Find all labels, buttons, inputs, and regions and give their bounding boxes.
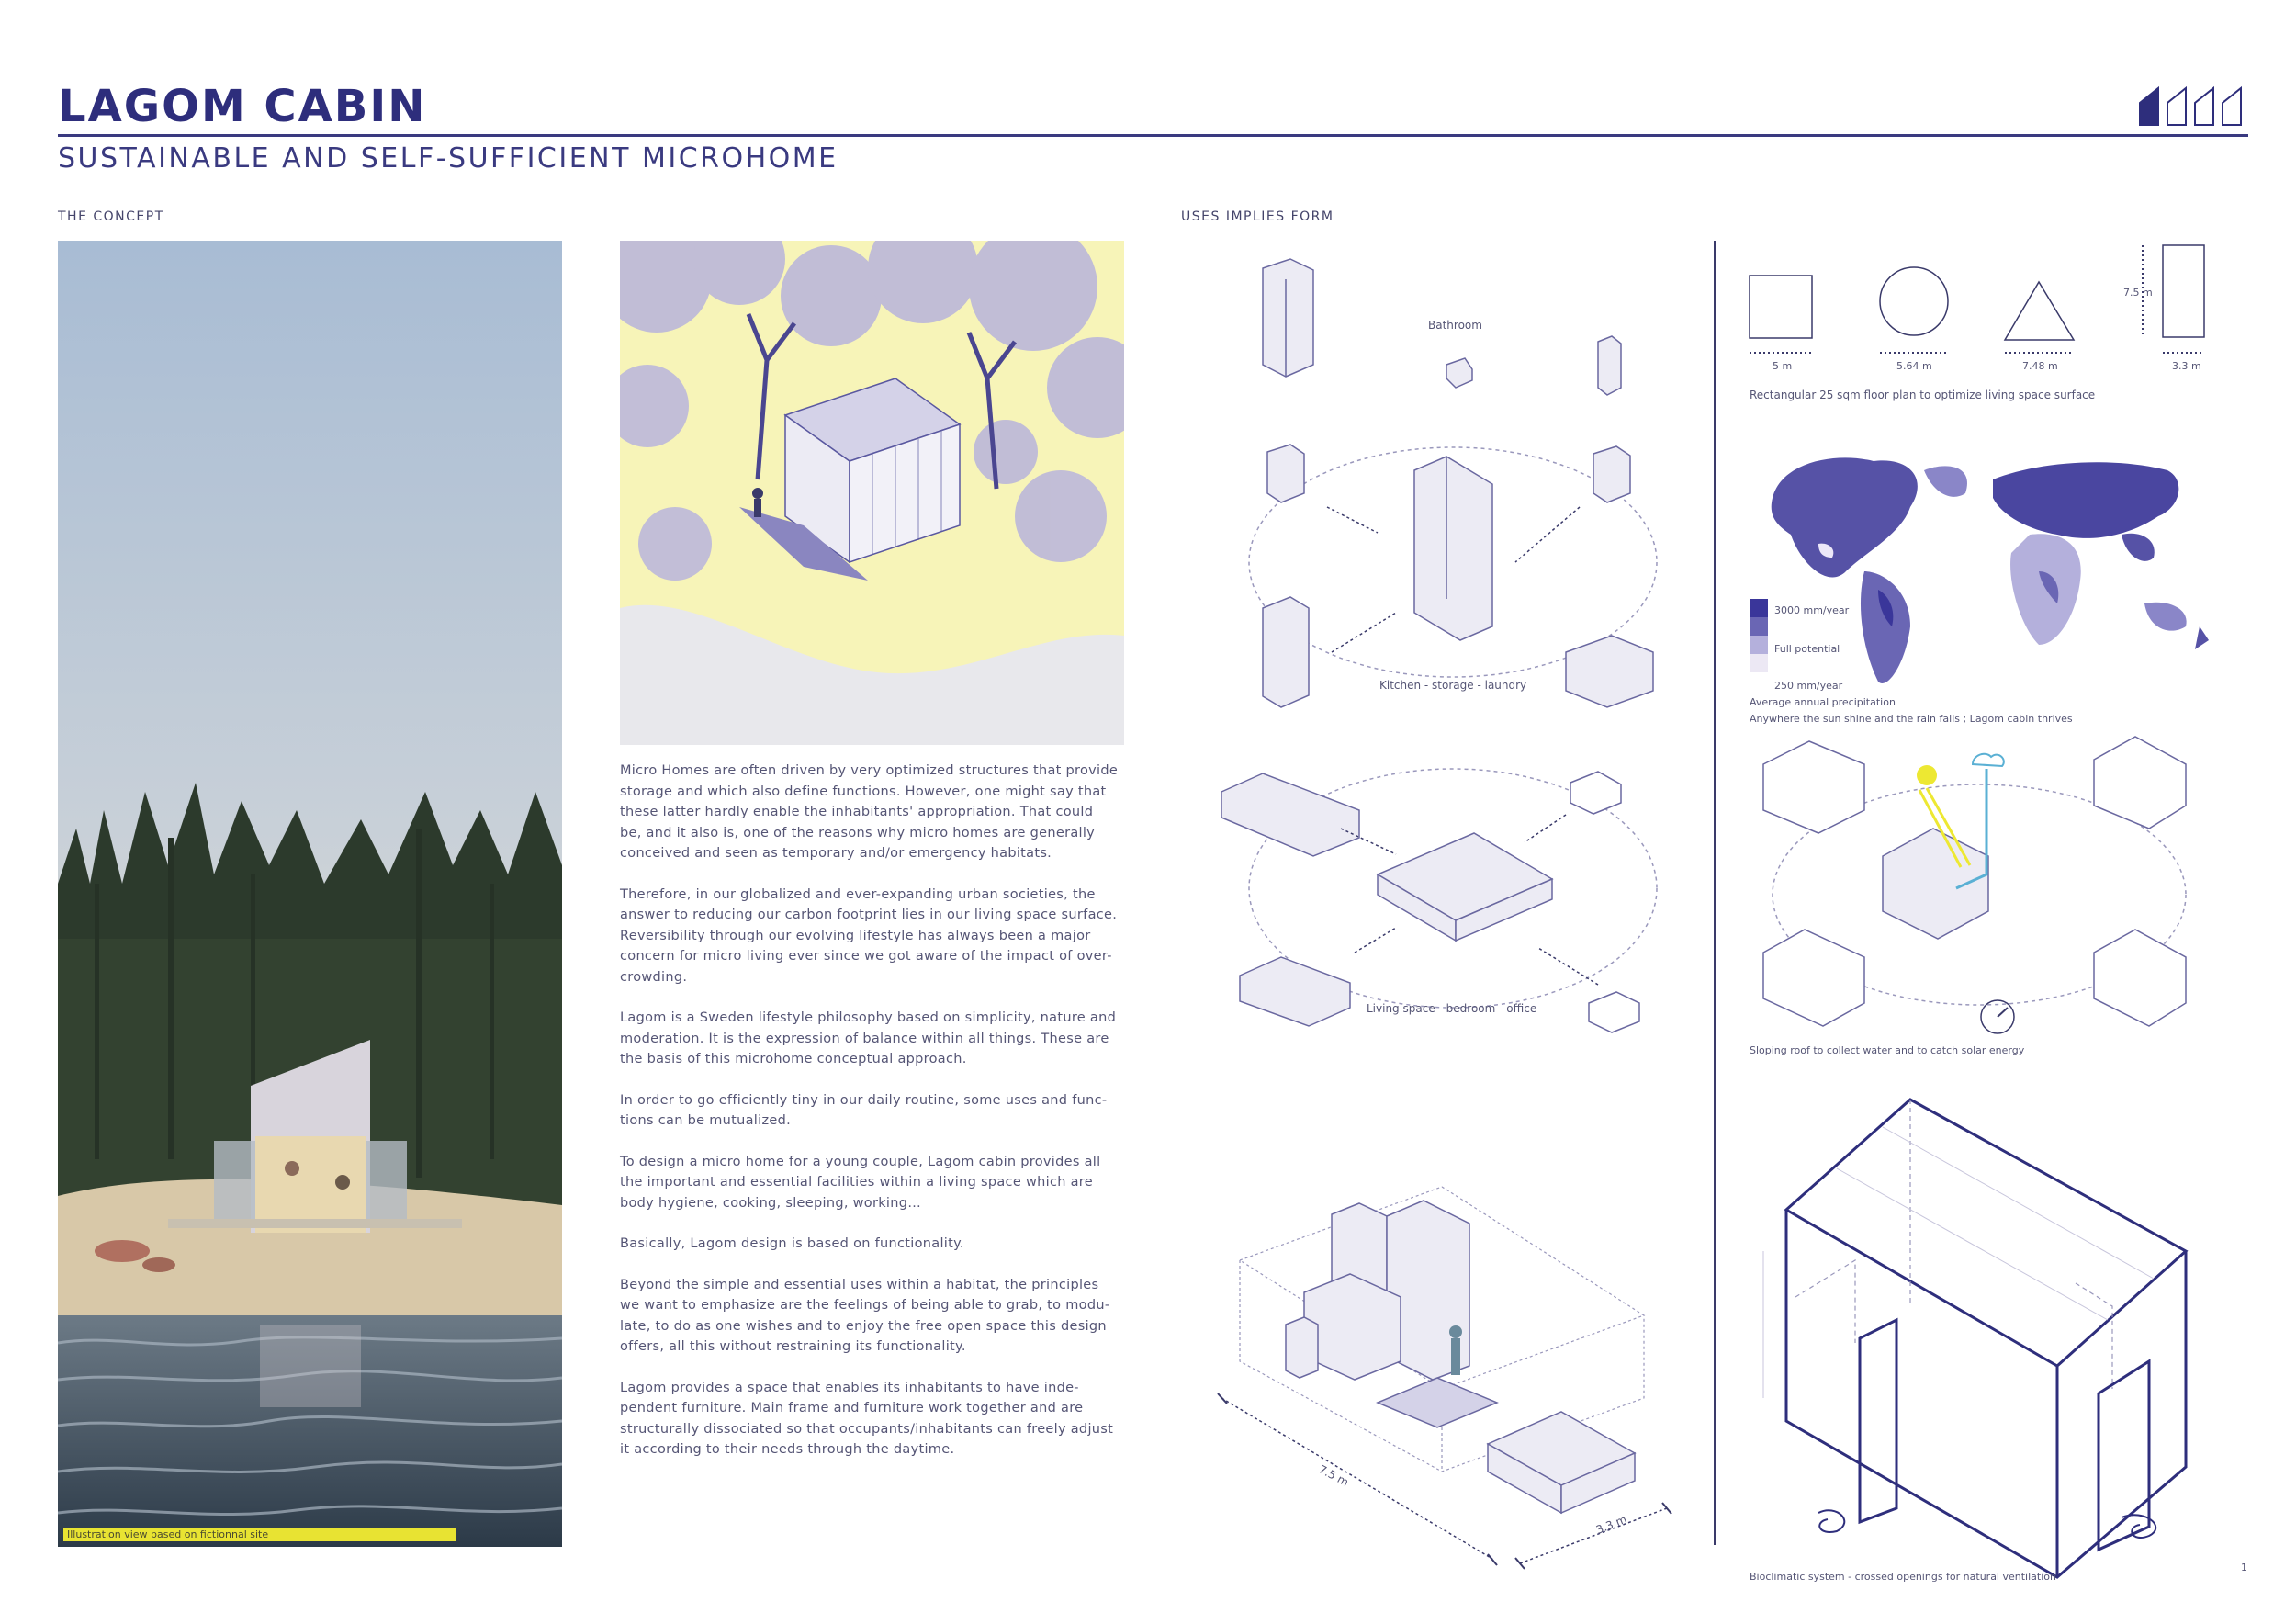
illustration-drawing (620, 241, 1124, 745)
rect-width-dim: 3.3 m (2172, 360, 2201, 372)
square-dim: 5 m (1773, 360, 1793, 372)
photo-caption: Illustration view based on fictionnal site (63, 1528, 456, 1541)
body-paragraph: Therefore, in our globalized and ever-expanding urban societies, the answer to reducing our carbon footprint lies in our living space surface. Reversibility through our evolving lifestyle has always been a major concern for micro living ever since we got aware of the impact of over- crowding. (620, 886, 1118, 985)
bathroom-label: Bathroom (1428, 319, 1482, 332)
column-divider (1714, 241, 1716, 1545)
roof-caption: Sloping roof to collect water and to catch solar energy (1750, 1044, 2025, 1056)
uses-diagrams (1212, 241, 1699, 1582)
legend-mid: Full potential (1774, 643, 1840, 655)
cabin-forest-illustration (620, 241, 1124, 745)
rect-height-dim: 7.5 m (2123, 287, 2153, 299)
bioclimatic-caption: Bioclimatic system - crossed openings for natural ventilation (1750, 1571, 2056, 1582)
site-illustration-photo (58, 241, 562, 1547)
concept-body-text (620, 761, 1134, 1481)
dimension-width: 3.3 m (1593, 1512, 1629, 1537)
header-rule (58, 134, 2248, 137)
dimension-length: 7.5 m (1316, 1462, 1351, 1489)
body-paragraph: Lagom provides a space that enables its inhabitants to have inde- pendent furniture. Main frame and furniture work together and are structurally dissociated so that occupants/inhabitants can freely adjust it according to their needs through the daytime. (620, 1380, 1114, 1457)
body-paragraph: In order to go efficiently tiny in our daily routine, some uses and func- tions can be mutualized. (620, 1092, 1108, 1128)
body-paragraph: Basically, Lagom design is based on functionality. (620, 1236, 964, 1251)
circle-dim: 5.64 m (1896, 360, 1932, 372)
page-number: 1 (2241, 1562, 2247, 1573)
legend-high: 3000 mm/year (1774, 604, 1850, 616)
living-label: Living space - bedroom - office (1367, 1002, 1537, 1015)
kitchen-label: Kitchen - storage - laundry (1379, 679, 1527, 692)
section-label-concept: THE CONCEPT (58, 209, 164, 224)
lagom-logo-icon (2138, 85, 2250, 127)
section-label-uses: USES IMPLIES FORM (1181, 209, 1334, 224)
map-caption-2: Anywhere the sun shine and the rain falls ; Lagom cabin thrives (1750, 713, 2073, 725)
legend-low: 250 mm/year (1774, 680, 1843, 692)
body-paragraph: Beyond the simple and essential uses within a habitat, the principles we want to emphasize are the feelings of being able to grab, to modu- late, to do as one wishes and to enjoy the free open space this design offers, all this without restraining its functionality. (620, 1277, 1110, 1354)
page-title: LAGOM CABIN (58, 81, 427, 132)
body-paragraph: To design a micro home for a young couple, Lagom cabin provides all the important and essential facilities within a living space which are body hygiene, cooking, sleeping, working… (620, 1154, 1101, 1211)
photo-render (58, 241, 562, 1547)
map-caption-1: Average annual precipitation (1750, 696, 1896, 708)
triangle-dim: 7.48 m (2022, 360, 2058, 372)
page-subtitle: SUSTAINABLE AND SELF-SUFFICIENT MICROHOME (58, 142, 838, 175)
body-paragraph: Micro Homes are often driven by very optimized structures that provide storage and which also define functions. However, one might say that these latter hardly enable the inhabitants' appropriation. That could be, and it also is, one of the reasons why micro homes are generally conceived and seen as temporary and/or emergency habitats. (620, 763, 1119, 861)
body-paragraph: Lagom is a Sweden lifestyle philosophy based on simplicity, nature and moderation. It is the expression of balance within all things. These are the basis of this microhome conceptual approach. (620, 1010, 1117, 1066)
design-principles-diagrams (1727, 241, 2241, 1582)
shapes-caption: Rectangular 25 sqm floor plan to optimize living space surface (1750, 389, 2096, 401)
